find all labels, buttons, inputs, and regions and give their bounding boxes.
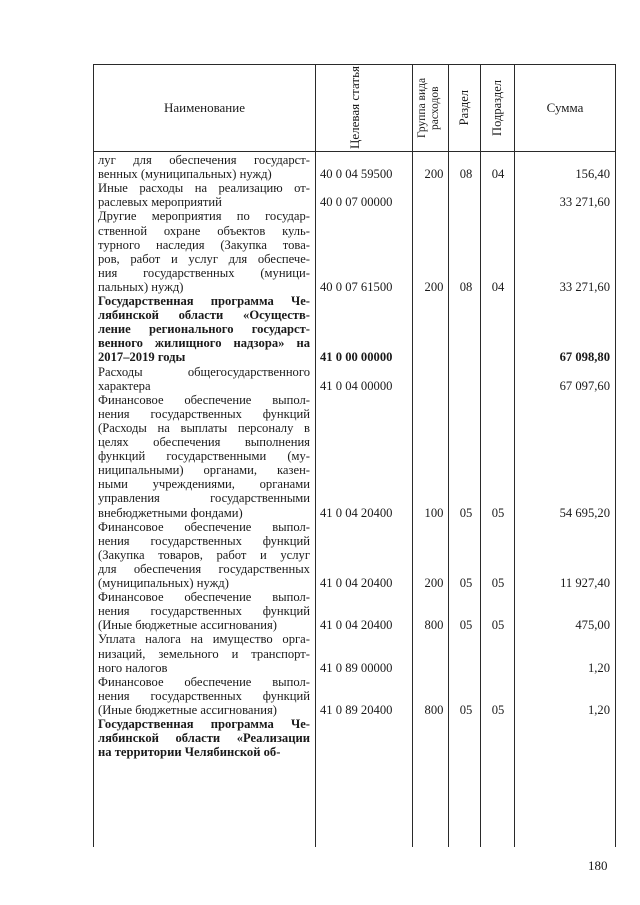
row-sum: 67 098,80 <box>559 350 610 365</box>
row-name-line: характера <box>98 378 151 393</box>
row-sum: 1,20 <box>587 660 610 675</box>
header-name <box>94 65 315 151</box>
row-target-code: 41 0 89 20400 <box>320 702 393 717</box>
row-target-code: 41 0 04 20400 <box>320 576 393 590</box>
row-subsection: 05 <box>491 505 505 520</box>
row-group: 100 <box>424 505 444 520</box>
row-name-line: Расходы общегосударственного <box>98 364 310 379</box>
row-sum: 33 271,60 <box>559 195 610 210</box>
row-name-line: целях обеспечения выполнения <box>98 435 310 449</box>
row-group: 800 <box>424 702 444 717</box>
row-sum: 11 927,40 <box>560 576 610 590</box>
row-sum: 67 097,60 <box>559 378 610 393</box>
column-divider <box>480 65 481 847</box>
row-target-code: 41 0 00 00000 <box>320 350 393 365</box>
row-name-line: Государственная программа Че- <box>98 294 310 308</box>
header-target <box>316 65 412 151</box>
column-divider <box>412 65 413 847</box>
row-sum: 1,20 <box>587 702 610 717</box>
row-group: 200 <box>424 576 444 590</box>
header-group <box>413 65 448 151</box>
row-name-line: (Закупка товаров, работ и услуг <box>98 547 310 562</box>
row-name-line: нения государственных функций <box>98 604 310 619</box>
row-name-line: ление регионального государст- <box>98 322 310 337</box>
row-name-line: Иные расходы на реализацию от- <box>98 181 310 196</box>
page-number: 180 <box>588 858 608 873</box>
row-name-line: (муниципальных) нужд) <box>98 576 229 590</box>
row-sum: 54 695,20 <box>559 505 610 520</box>
row-name-line: (Иные бюджетные ассигнования) <box>98 702 277 717</box>
row-target-code: 40 0 07 00000 <box>320 195 393 210</box>
row-name-line: управления государственными <box>98 491 310 506</box>
row-name-line: турного наследия (Закупка това- <box>98 237 310 252</box>
row-name-line: для обеспечения государственных <box>98 561 310 576</box>
row-target-code: 41 0 04 20400 <box>320 505 393 520</box>
row-name-line: Уплата налога на имущество орга- <box>98 632 310 647</box>
header-subsection-label: Подраздел <box>490 80 505 136</box>
row-name-line: раслевых мероприятий <box>98 195 222 210</box>
column-divider <box>448 65 449 847</box>
row-name-line: лябинской области «Реализации <box>98 731 310 746</box>
row-name-line: Финансовое обеспечение выпол- <box>98 590 310 605</box>
row-name-line: венных (муниципальных) нужд) <box>98 167 272 182</box>
row-name-line: нения государственных функций <box>98 688 310 703</box>
row-name-line: нения государственных функций <box>98 406 310 421</box>
row-target-code: 41 0 04 20400 <box>320 618 393 633</box>
row-name-line: лябинской области «Осуществ- <box>98 308 310 323</box>
row-section: 05 <box>459 702 473 717</box>
row-name-line: ственной охране объектов куль- <box>98 223 310 238</box>
row-group: 800 <box>424 618 444 633</box>
row-name-line: Финансовое обеспечение выпол- <box>98 674 310 689</box>
row-group: 200 <box>424 279 444 294</box>
header-sum <box>515 65 615 151</box>
header-divider <box>94 151 615 152</box>
row-section: 08 <box>459 279 473 294</box>
row-name-line: ниципальными) органами, казен- <box>98 463 310 478</box>
row-name-line: Государственная программа Че- <box>98 717 310 731</box>
row-name-line: ния государственных (муници- <box>98 265 310 280</box>
budget-table <box>93 64 616 847</box>
row-name-line: внебюджетными фондами) <box>98 505 243 520</box>
row-target-code: 40 0 07 61500 <box>320 279 393 294</box>
row-name-line: (Расходы на выплаты персоналу в <box>98 420 310 435</box>
row-target-code: 41 0 04 00000 <box>320 378 393 393</box>
row-subsection: 05 <box>491 576 505 590</box>
row-group: 200 <box>424 167 444 182</box>
column-divider <box>514 65 515 847</box>
header-section-label: Раздел <box>457 90 472 126</box>
row-name-line: Другие мероприятия по государ- <box>98 209 310 224</box>
row-name-line: нения государственных функций <box>98 533 310 548</box>
row-sum: 475,00 <box>575 618 610 633</box>
row-name-line: (Иные бюджетные ассигнования) <box>98 618 277 633</box>
row-subsection: 04 <box>491 279 505 294</box>
row-section: 05 <box>459 576 473 590</box>
header-name-label: Наименование <box>164 100 245 115</box>
row-name-line: функций государственными (му- <box>98 449 310 464</box>
row-name-line: Финансовое обеспечение выпол- <box>98 519 310 534</box>
row-name-line: Финансовое обеспечение выпол- <box>98 392 310 407</box>
row-subsection: 05 <box>491 702 505 717</box>
row-name-line: на территории Челябинской об- <box>98 745 281 760</box>
row-sum: 156,40 <box>575 167 610 182</box>
row-name-line: ров, работ и услуг для обеспече- <box>98 251 310 266</box>
header-sum-label: Сумма <box>546 100 584 115</box>
row-name-line: луг для обеспечения государст- <box>98 153 310 167</box>
row-sum: 33 271,60 <box>559 279 610 294</box>
header-group-label: Группа вида расходов <box>415 77 441 139</box>
header-section <box>449 65 480 151</box>
row-subsection: 04 <box>491 167 505 182</box>
row-section: 05 <box>459 618 473 633</box>
row-section: 08 <box>459 167 473 182</box>
column-divider <box>315 65 316 847</box>
row-name-line: 2017–2019 годы <box>98 350 186 365</box>
row-target-code: 41 0 89 00000 <box>320 660 393 675</box>
row-name-line: ного налогов <box>98 660 168 675</box>
row-section: 05 <box>459 505 473 520</box>
row-name-line: венного жилищного надзора» на <box>98 336 310 351</box>
row-name-line: ными учреждениями, органами <box>98 477 310 492</box>
header-subsection <box>481 65 514 151</box>
row-target-code: 40 0 04 59500 <box>320 167 393 182</box>
row-name-line: низаций, земельного и транспорт- <box>98 646 310 661</box>
row-name-line: пальных) нужд) <box>98 279 184 294</box>
row-subsection: 05 <box>491 618 505 633</box>
header-target-label: Целевая статья <box>347 66 362 150</box>
